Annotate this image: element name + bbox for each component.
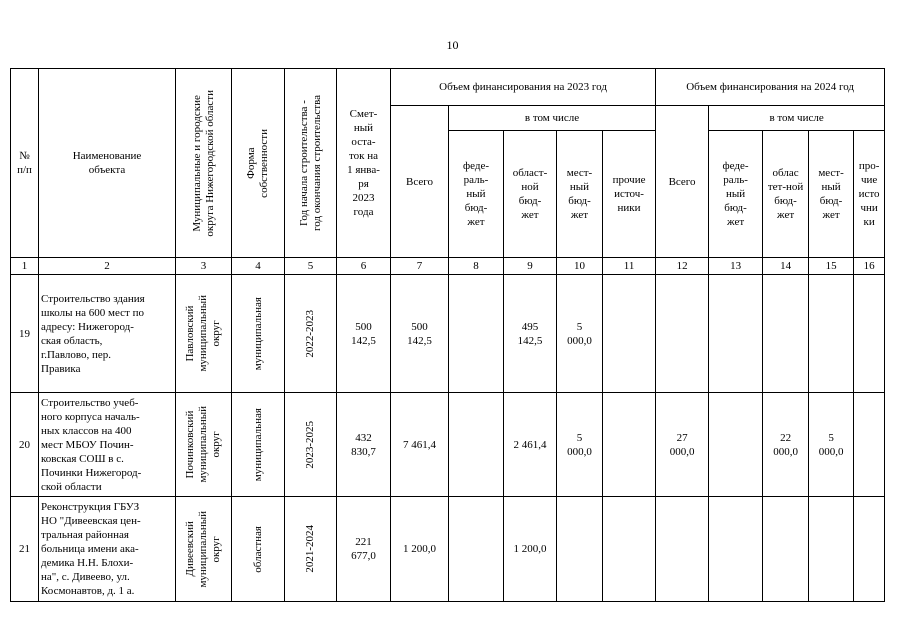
header-fed-2023: феде- раль- ный бюд- жет: [449, 131, 504, 258]
column-number: 9: [504, 258, 557, 275]
column-number: 3: [176, 258, 232, 275]
years: 2021-2024: [285, 497, 337, 602]
ownership: областная: [232, 497, 285, 602]
table-row: [11, 275, 885, 393]
header-estimate: Смет- ный оста- ток на 1 янва- ря 2023 года: [337, 69, 391, 258]
loc-2023: 5 000,0: [557, 393, 603, 497]
years: 2023-2025: [285, 393, 337, 497]
column-number: 4: [232, 258, 285, 275]
header-num: № п/п: [11, 69, 39, 258]
oth-2024: [854, 497, 885, 602]
loc-2024: 5 000,0: [809, 393, 854, 497]
oth-2023: [603, 275, 656, 393]
fed-2023: [449, 275, 504, 393]
column-number: 14: [763, 258, 809, 275]
total-2024: [656, 275, 709, 393]
header-district: Муниципальные и городские округа Нижегородской области: [176, 69, 232, 258]
years: 2022-2023: [285, 275, 337, 393]
total-2023: 7 461,4: [391, 393, 449, 497]
loc-2024: [809, 497, 854, 602]
reg-2024: [763, 497, 809, 602]
header-fin-2023: Объем финансирования на 2023 год: [391, 69, 656, 106]
object-name: Строительство здания школы на 600 мест по адресу: Нижегород- ская область, г.Павлово, пер. Правика: [39, 275, 176, 393]
total-2023: 1 200,0: [391, 497, 449, 602]
column-number: 2: [39, 258, 176, 275]
loc-2024: [809, 275, 854, 393]
fed-2023: [449, 497, 504, 602]
header-name: Наименование объекта: [39, 69, 176, 258]
table-row: [11, 393, 885, 497]
header-ownership: Форма собственности: [232, 69, 285, 258]
row-number: 19: [11, 275, 39, 393]
loc-2023: [557, 497, 603, 602]
oth-2023: [603, 497, 656, 602]
table-row: [11, 497, 885, 602]
row-number: 21: [11, 497, 39, 602]
district: Павловский муниципальный округ: [176, 275, 232, 393]
reg-2023: 1 200,0: [504, 497, 557, 602]
ownership: муниципальная: [232, 275, 285, 393]
column-number: 10: [557, 258, 603, 275]
estimate: 221 677,0: [337, 497, 391, 602]
column-number: 13: [709, 258, 763, 275]
header-fed-2024: феде- раль- ный бюд- жет: [709, 131, 763, 258]
fed-2024: [709, 275, 763, 393]
reg-2024: [763, 275, 809, 393]
column-number: 15: [809, 258, 854, 275]
header-oth-2024: про- чие исто чни ки: [854, 131, 885, 258]
header-reg-2024: облас тет-ной бюд- жет: [763, 131, 809, 258]
object-name: Строительство учеб- ного корпуса началь- ных классов на 400 мест МБОУ Почин- ковская СОШ в с. Починки Нижегород- ской области: [39, 393, 176, 497]
column-number: 6: [337, 258, 391, 275]
district: Дивеевский муниципальный округ: [176, 497, 232, 602]
ownership: муниципальная: [232, 393, 285, 497]
fed-2024: [709, 393, 763, 497]
total-2023: 500 142,5: [391, 275, 449, 393]
row-number: 20: [11, 393, 39, 497]
reg-2023: 495 142,5: [504, 275, 557, 393]
reg-2023: 2 461,4: [504, 393, 557, 497]
object-name: Реконструкция ГБУЗ НО "Дивеевская цен- тральная районная больница имени ака- демика Н.Н. Блохи- на", с. Дивеево, ул. Космонавтов, д. 1 а.: [39, 497, 176, 602]
page-number: 10: [446, 38, 459, 52]
column-number: 12: [656, 258, 709, 275]
column-number: 8: [449, 258, 504, 275]
estimate: 500 142,5: [337, 275, 391, 393]
header-incl-2023: в том числе: [449, 106, 656, 131]
total-2024: [656, 497, 709, 602]
column-number: 1: [11, 258, 39, 275]
oth-2023: [603, 393, 656, 497]
column-number: 7: [391, 258, 449, 275]
header-total-2023: Всего: [391, 106, 449, 258]
total-2024: 27 000,0: [656, 393, 709, 497]
header-total-2024: Всего: [656, 106, 709, 258]
oth-2024: [854, 275, 885, 393]
header-fin-2024: Объем финансирования на 2024 год: [656, 69, 885, 106]
reg-2024: 22 000,0: [763, 393, 809, 497]
column-number: 16: [854, 258, 885, 275]
fed-2023: [449, 393, 504, 497]
header-incl-2024: в том числе: [709, 106, 885, 131]
column-number: 5: [285, 258, 337, 275]
column-number-row: [11, 258, 885, 275]
district: Починковский муниципальный округ: [176, 393, 232, 497]
header-years: Год начала строительства - год окончания строительства: [285, 69, 337, 258]
header-oth-2023: прочие источ- ники: [603, 131, 656, 258]
financing-table: [10, 68, 885, 602]
header-reg-2023: област- ной бюд- жет: [504, 131, 557, 258]
estimate: 432 830,7: [337, 393, 391, 497]
loc-2023: 5 000,0: [557, 275, 603, 393]
header-loc-2023: мест- ный бюд- жет: [557, 131, 603, 258]
header-loc-2024: мест- ный бюд- жет: [809, 131, 854, 258]
fed-2024: [709, 497, 763, 602]
header-row-1: [11, 69, 885, 106]
oth-2024: [854, 393, 885, 497]
column-number: 11: [603, 258, 656, 275]
